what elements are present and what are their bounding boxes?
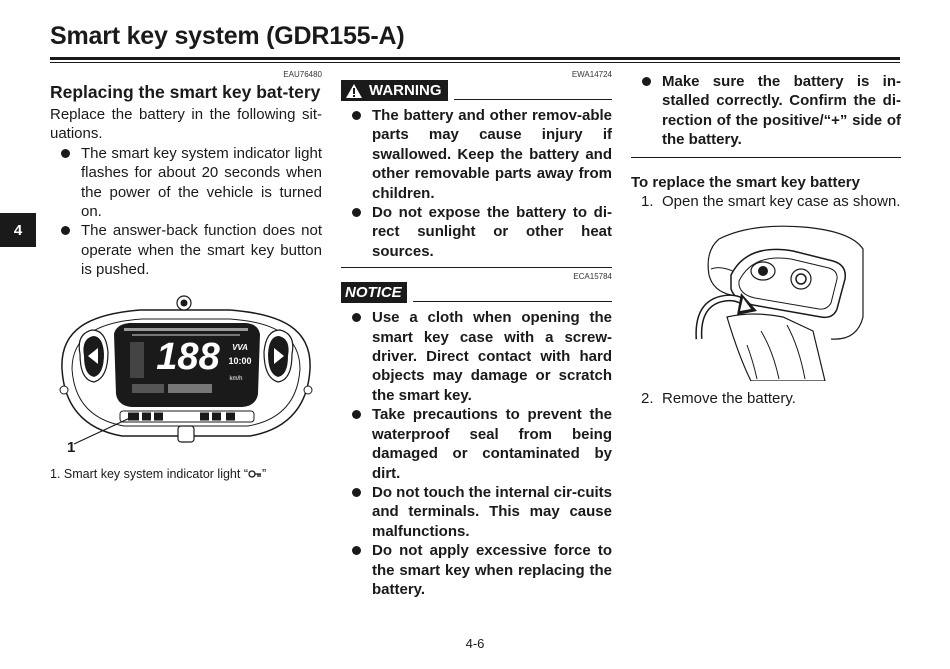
step-item: 1. Open the smart key case as shown. [641,193,901,211]
right-column [631,70,901,409]
bullet-icon [352,546,361,555]
list-item: Make sure the battery is in-stalled correctly. Confirm the di-rection of the positive/“+” side of the battery. [631,72,901,150]
page-number: 4-6 [465,636,485,651]
list-item: Do not expose the battery to di-rect sunlight or other heat sources. [341,203,612,261]
title-rule [50,57,900,60]
list-item: Take precautions to prevent the waterproof seal from being damaged or contaminated by dirt. [341,405,612,483]
smart-key-icon [248,469,262,479]
bullet-icon [352,488,361,497]
clock-readout: 10:00 [228,355,252,366]
condition-list [50,144,322,280]
bullet-icon [352,208,361,217]
list-item: The answer-back function does not operate when the smart key button is pushed. [50,221,322,279]
warning-code: EWA14724 [571,70,612,79]
list-item: Use a cloth when opening the smart key case with a screw-driver. Direct contact with hard objects may damage or scratch the smart key. [341,308,612,405]
battery-note-list [631,72,901,150]
section-heading: Replacing the smart key bat-tery [50,82,321,102]
callout-number: 1 [67,438,76,456]
smart-key-opening-illustration [691,221,871,381]
bullet-icon [642,77,651,86]
cloth [727,314,825,381]
list-item: The smart key system indicator light flashes for about 20 seconds when the power of the vehicle is turned on. [50,144,322,222]
bullet-icon [352,410,361,419]
middle-column [341,70,612,599]
meter-figure [50,294,322,482]
step-item: 2. Remove the battery. [641,390,796,408]
title-rule-thin [50,62,900,63]
bullet-icon [61,149,70,158]
notice-label: NOTICE [341,282,407,303]
speed-readout: 188 [156,335,220,378]
page-title: Smart key system (GDR155-A) [50,22,405,50]
key-symbol-icon [796,274,806,284]
bullet-icon [352,313,361,322]
screw-icon [304,386,312,394]
warning-rule [454,99,613,100]
notice-code: ECA15784 [573,272,612,282]
warning-triangle-icon [345,83,363,99]
speed-unit: km/h [229,375,243,382]
notice-header [341,282,612,303]
bottom-tab [178,426,194,442]
figure-caption: 1. Smart key system indicator light “ ” [50,466,267,481]
meter-illustration [50,294,322,462]
warning-label: WARNING [341,80,448,101]
list-item: Do not apply excessive force to the smart key when replacing the battery. [341,541,612,599]
list-item: The battery and other remov-able parts may cause injury if swallowed. Keep the battery and other removable parts away from children. [341,106,612,203]
notice-list [341,308,612,599]
warning-header [341,80,612,101]
intro-text: Replace the battery in the following sit-uations. [50,106,322,143]
bullet-icon [61,226,70,235]
warning-end-rule [341,267,612,268]
procedure-heading: To replace the smart key battery [631,173,860,191]
vva-indicator: VVA [232,342,248,352]
chapter-tab: 4 [0,213,36,247]
key-figure [691,221,901,381]
procedure-steps-continued [631,389,901,408]
smart-key-indicator-icon [128,412,139,420]
procedure-steps [631,192,901,211]
notice-rule [413,301,612,302]
left-column [50,70,322,482]
bullet-icon [352,111,361,120]
section-code: EAU76480 [283,70,322,79]
notice-end-rule [631,157,901,158]
warning-list [341,106,612,261]
screw-icon [60,386,68,394]
brand-emblem-icon [758,266,768,276]
list-item: Do not touch the internal cir-cuits and terminals. This may cause malfunctions. [341,483,612,541]
